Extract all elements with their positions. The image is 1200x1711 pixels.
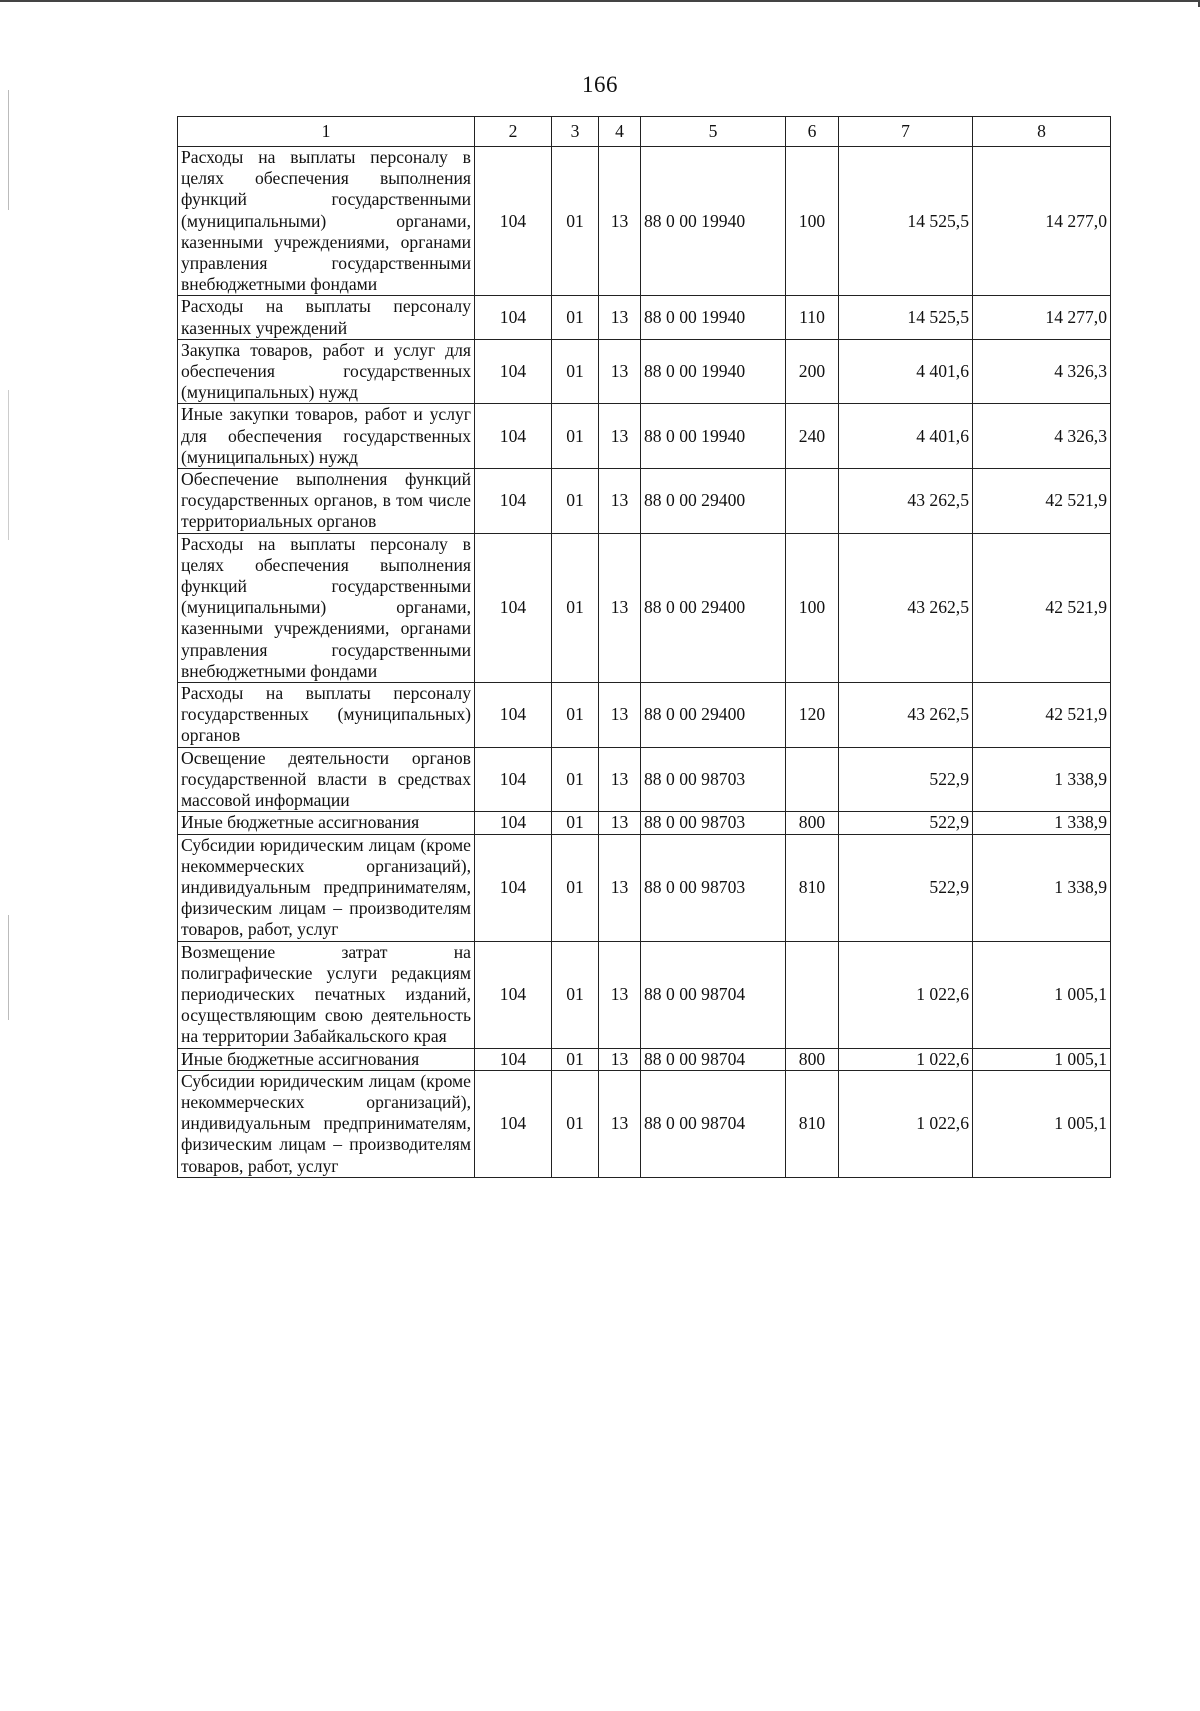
row-section: 01 [552,339,599,404]
row-section: 01 [552,533,599,682]
table-row [178,533,1111,682]
row-amount-year2: 42 521,9 [973,469,1111,534]
table-body [178,117,1111,1178]
row-target-article: 88 0 00 98704 [641,941,786,1048]
row-code-admin: 104 [475,1048,552,1070]
row-target-article: 88 0 00 19940 [641,296,786,339]
table-row [178,147,1111,296]
row-amount-year1: 43 262,5 [839,683,973,748]
row-subsection: 13 [599,1070,641,1177]
row-expense-type: 100 [786,147,839,296]
table-row [178,1070,1111,1177]
row-description: Закупка товаров, работ и услуг для обеспечения государственных (муниципальных) нужд [178,339,475,404]
row-target-article: 88 0 00 29400 [641,683,786,748]
row-code-admin: 104 [475,1070,552,1177]
row-target-article: 88 0 00 98704 [641,1048,786,1070]
row-target-article: 88 0 00 98703 [641,747,786,812]
scan-border [0,0,1200,7]
row-amount-year1: 14 525,5 [839,147,973,296]
row-description: Освещение деятельности органов государственной власти в средствах массовой информации [178,747,475,812]
row-section: 01 [552,296,599,339]
table-row [178,812,1111,834]
row-expense-type [786,941,839,1048]
row-expense-type: 100 [786,533,839,682]
table-row [178,1048,1111,1070]
row-description: Иные закупки товаров, работ и услуг для обеспечения государственных (муниципальных) нужд [178,404,475,469]
row-amount-year2: 14 277,0 [973,147,1111,296]
row-amount-year1: 1 022,6 [839,1048,973,1070]
row-expense-type: 800 [786,1048,839,1070]
table-row [178,747,1111,812]
row-code-admin: 104 [475,834,552,941]
row-section: 01 [552,469,599,534]
row-target-article: 88 0 00 19940 [641,404,786,469]
row-subsection: 13 [599,1048,641,1070]
row-expense-type: 200 [786,339,839,404]
row-subsection: 13 [599,404,641,469]
row-description: Возмещение затрат на полиграфические услуги редакциям периодических печатных изданий, осуществляющим свою деятельность на территории Забайкальского края [178,941,475,1048]
budget-table [177,116,1111,1178]
header-cell-5: 5 [641,117,786,147]
row-subsection: 13 [599,147,641,296]
table-row [178,834,1111,941]
table-header-row [178,117,1111,147]
row-amount-year1: 1 022,6 [839,941,973,1048]
table-row [178,404,1111,469]
row-code-admin: 104 [475,339,552,404]
row-amount-year2: 1 338,9 [973,812,1111,834]
row-target-article: 88 0 00 29400 [641,533,786,682]
row-section: 01 [552,747,599,812]
row-target-article: 88 0 00 98704 [641,1070,786,1177]
row-target-article: 88 0 00 98703 [641,812,786,834]
row-code-admin: 104 [475,533,552,682]
row-amount-year2: 1 338,9 [973,747,1111,812]
row-subsection: 13 [599,812,641,834]
row-code-admin: 104 [475,683,552,748]
row-amount-year1: 43 262,5 [839,533,973,682]
row-amount-year2: 42 521,9 [973,533,1111,682]
row-section: 01 [552,812,599,834]
row-description: Расходы на выплаты персоналу в целях обеспечения выполнения функций государственными (муниципальными) органами, казенными учреждениями, органами управления государственными внебюджетными фондами [178,533,475,682]
scan-edge-mark [8,90,9,1590]
table-row [178,683,1111,748]
row-code-admin: 104 [475,147,552,296]
table-row [178,296,1111,339]
row-expense-type: 110 [786,296,839,339]
row-amount-year1: 4 401,6 [839,404,973,469]
row-amount-year1: 4 401,6 [839,339,973,404]
table-row [178,941,1111,1048]
row-target-article: 88 0 00 98703 [641,834,786,941]
row-description: Расходы на выплаты персоналу в целях обеспечения выполнения функций государственными (муниципальными) органами, казенными учреждениями, органами управления государственными внебюджетными фондами [178,147,475,296]
row-target-article: 88 0 00 19940 [641,147,786,296]
row-amount-year1: 14 525,5 [839,296,973,339]
row-code-admin: 104 [475,941,552,1048]
header-cell-3: 3 [552,117,599,147]
row-description: Расходы на выплаты персоналу казенных учреждений [178,296,475,339]
row-amount-year1: 522,9 [839,812,973,834]
header-cell-6: 6 [786,117,839,147]
row-expense-type: 800 [786,812,839,834]
row-amount-year2: 14 277,0 [973,296,1111,339]
row-amount-year2: 1 005,1 [973,1070,1111,1177]
table-row [178,469,1111,534]
row-expense-type [786,747,839,812]
row-code-admin: 104 [475,469,552,534]
row-expense-type [786,469,839,534]
row-amount-year1: 1 022,6 [839,1070,973,1177]
row-expense-type: 810 [786,834,839,941]
header-cell-4: 4 [599,117,641,147]
row-expense-type: 240 [786,404,839,469]
header-cell-7: 7 [839,117,973,147]
row-subsection: 13 [599,533,641,682]
row-amount-year2: 4 326,3 [973,339,1111,404]
row-section: 01 [552,834,599,941]
row-section: 01 [552,941,599,1048]
row-amount-year2: 1 005,1 [973,1048,1111,1070]
row-subsection: 13 [599,683,641,748]
row-code-admin: 104 [475,404,552,469]
row-section: 01 [552,1048,599,1070]
row-amount-year1: 522,9 [839,834,973,941]
row-amount-year2: 1 338,9 [973,834,1111,941]
row-subsection: 13 [599,469,641,534]
row-code-admin: 104 [475,812,552,834]
row-description: Иные бюджетные ассигнования [178,812,475,834]
header-cell-8: 8 [973,117,1111,147]
row-target-article: 88 0 00 29400 [641,469,786,534]
row-expense-type: 120 [786,683,839,748]
row-amount-year1: 522,9 [839,747,973,812]
row-description: Иные бюджетные ассигнования [178,1048,475,1070]
row-description: Субсидии юридическим лицам (кроме некоммерческих организаций), индивидуальным предпринимателям, физическим лицам – производителям товаров, работ, услуг [178,1070,475,1177]
row-subsection: 13 [599,339,641,404]
row-amount-year2: 42 521,9 [973,683,1111,748]
row-amount-year2: 1 005,1 [973,941,1111,1048]
page-number: 166 [582,72,618,97]
row-description: Расходы на выплаты персоналу государственных (муниципальных) органов [178,683,475,748]
row-description: Субсидии юридическим лицам (кроме некоммерческих организаций), индивидуальным предпринимателям, физическим лицам – производителям товаров, работ, услуг [178,834,475,941]
row-subsection: 13 [599,941,641,1048]
row-code-admin: 104 [475,747,552,812]
row-subsection: 13 [599,747,641,812]
header-cell-2: 2 [475,117,552,147]
row-amount-year2: 4 326,3 [973,404,1111,469]
row-expense-type: 810 [786,1070,839,1177]
row-section: 01 [552,404,599,469]
row-description: Обеспечение выполнения функций государственных органов, в том числе территориальных органов [178,469,475,534]
row-code-admin: 104 [475,296,552,339]
row-section: 01 [552,683,599,748]
row-subsection: 13 [599,296,641,339]
row-amount-year1: 43 262,5 [839,469,973,534]
row-target-article: 88 0 00 19940 [641,339,786,404]
header-cell-1: 1 [178,117,475,147]
row-section: 01 [552,1070,599,1177]
row-section: 01 [552,147,599,296]
row-subsection: 13 [599,834,641,941]
table-row [178,339,1111,404]
